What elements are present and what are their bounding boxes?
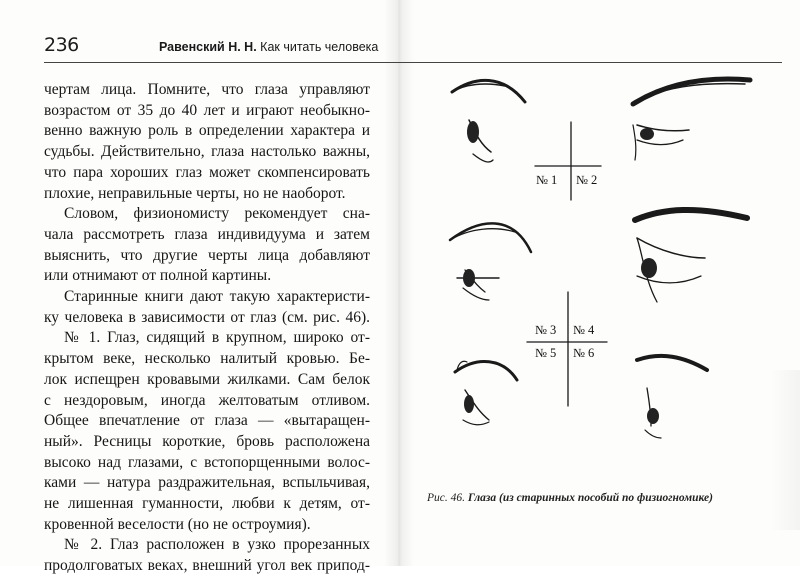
- text-line: Общее впечатление от глаза — «вытаращен-: [44, 412, 370, 430]
- text-line: возрастом от 35 до 40 лет и играют необыкно-: [44, 101, 370, 119]
- page-number: 236: [44, 34, 79, 56]
- text-line: № 1. Глаз, сидящий в крупном, широко от-: [64, 329, 370, 347]
- eye-6-drawing: [637, 356, 707, 438]
- text-line: судьбы. Действительно, глаза настолько важны,: [44, 143, 370, 161]
- eye-label-4: № 4: [573, 323, 595, 337]
- text-line: № 2. Глаз расположен в узко прорезанных: [64, 536, 370, 554]
- eye-4-drawing: [635, 210, 747, 302]
- running-head: [159, 40, 378, 54]
- text-line: выяснить, что другие черты лица добавляют: [44, 246, 370, 264]
- text-line: или отнимают от полной картины.: [44, 267, 272, 285]
- book-gutter: [384, 0, 414, 566]
- running-head-title: Как читать человека: [260, 40, 379, 54]
- running-head-author: Равенский Н. Н.: [159, 40, 257, 54]
- eye-label-5: № 5: [535, 346, 557, 360]
- eye-2-drawing: [633, 79, 750, 160]
- eye-3-drawing: [450, 223, 531, 300]
- eyes-illustration: [425, 70, 785, 490]
- text-line: Словом, физиономисту рекомендует сна-: [64, 205, 370, 223]
- text-line: кровенной веселости (но не остроумия).: [44, 515, 311, 533]
- text-line: крытом веке, несколько налитый кровью. Бе-: [44, 350, 370, 368]
- upper-cross: [535, 122, 601, 200]
- eye-1-drawing: [452, 80, 525, 162]
- text-line: Старинные книги дают такую характеристи-: [64, 288, 370, 306]
- page-shadow: [770, 370, 800, 530]
- text-line: чертам лица. Помните, что глаза управляют: [44, 81, 370, 98]
- text-line: продолговатых веках, внешний угол век припод-: [44, 557, 370, 575]
- eye-label-6: № 6: [573, 346, 595, 360]
- eye-5-drawing: [455, 361, 517, 425]
- text-line: ками — натура раздражительная, вспыльчивая,: [44, 474, 370, 492]
- eyes-figure: [425, 70, 785, 490]
- caption-prefix: Рис. 46.: [427, 492, 466, 504]
- eye-label-2: № 2: [576, 173, 598, 187]
- text-line: плохие, неправильные черты, но не наоборот.: [44, 184, 346, 202]
- body-text: [44, 80, 370, 577]
- text-line: ный». Ресницы короткие, бровь расположена: [44, 432, 370, 450]
- text-line: ку человека в зависимости от глаз (см. рис. 46).: [44, 308, 370, 326]
- eye-label-3: № 3: [535, 323, 557, 337]
- text-line: венно важную роль в определении характера и: [44, 122, 370, 140]
- text-line: что пара хороших глаз может скомпенсировать: [44, 163, 370, 181]
- figure-caption: [427, 492, 713, 504]
- caption-text: Глаза (из старинных пособий по физиогномике): [467, 492, 713, 504]
- text-line: не лишенная гуманности, любви к детям, от-: [44, 495, 370, 513]
- header-rule: [44, 62, 782, 63]
- text-line: чала рассмотреть глаза индивидуума и затем: [44, 225, 370, 243]
- text-line: лок испещрен кровавыми жилками. Сам белок: [44, 370, 370, 388]
- text-line: с нездоровым, иногда желтоватым отливом.: [44, 391, 370, 409]
- text-line: высоко над глазами, с встопорщенными волос-: [44, 453, 370, 471]
- eye-label-1: № 1: [536, 173, 558, 187]
